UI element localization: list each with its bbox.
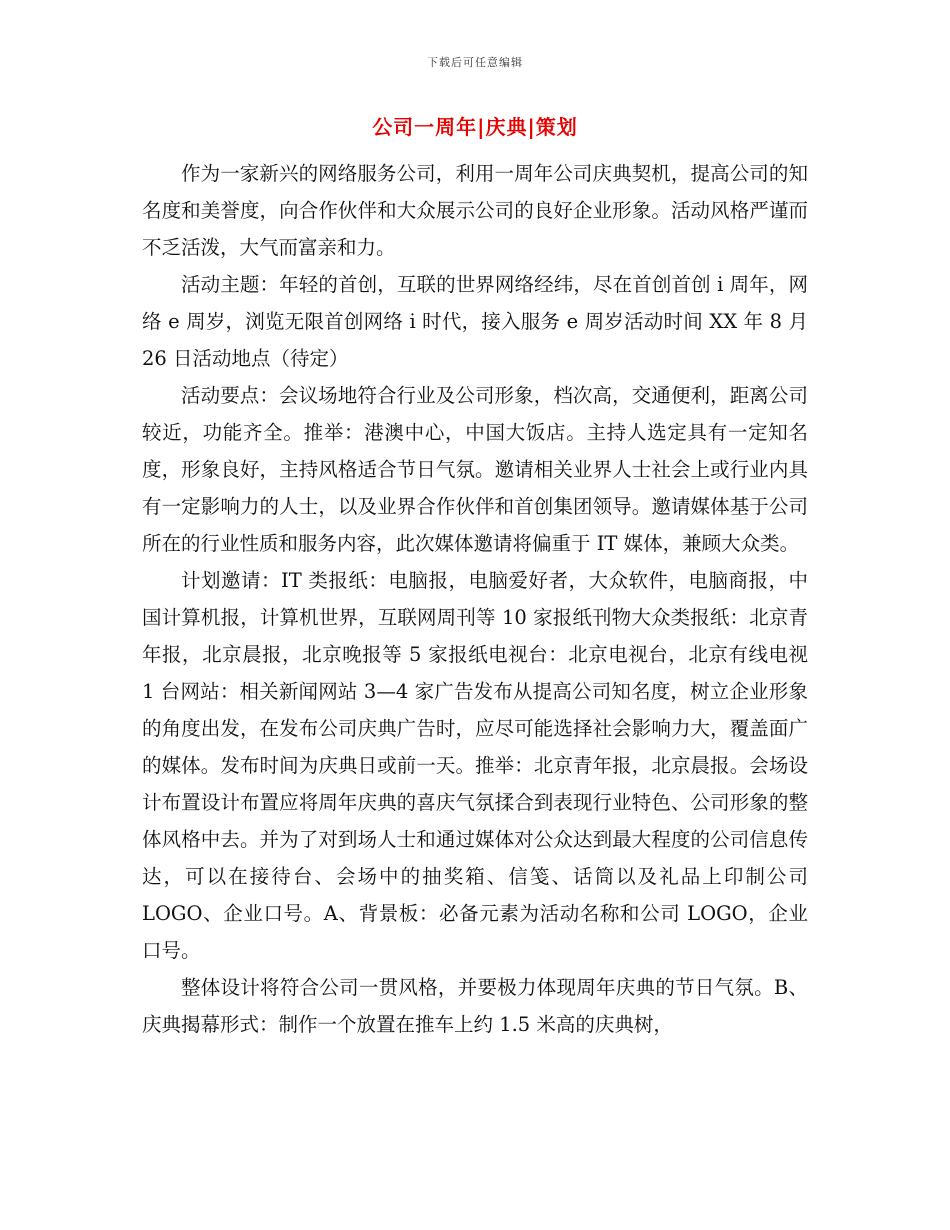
- document-body: [142, 155, 808, 1043]
- paragraph: 整体设计将符合公司一贯风格，并要极力体现周年庆典的节日气氛。B、庆典揭幕形式：制作一个放置在推车上约 1.5 米高的庆典树，: [142, 976, 808, 1036]
- paragraph: 计划邀请：IT 类报纸：电脑报，电脑爱好者，大众软件，电脑商报，中国计算机报，计算机世界，互联网周刊等 10 家报纸刊物大众类报纸：北京青年报，北京晨报，北京晚报等 5 家报纸电视台：北京电视台，北京有线电视 1 台网站：相关新闻网站 3—4 家广告发布从提高公司知名度，树立企业形象的角度出发，在发布公司庆典广告时，应尽可能选择社会影响力大，覆盖面广的媒体。发布时间为庆典日或前一天。推举：北京青年报，北京晨报。会场设计布置设计布置应将周年庆典的喜庆气氛揉合到表现行业特色、公司形象的整体风格中去。并为了对到场人士和通过媒体对公众达到最大程度的公司信息传达，可以在接待台、会场中的抽奖箱、信笺、话筒以及礼品上印制公司 LOGO、企业口号。A、背景板：必备元素为活动名称和公司 LOGO，企业口号。: [142, 569, 808, 962]
- paragraph: 活动要点：会议场地符合行业及公司形象，档次高，交通便利，距离公司较近，功能齐全。推举：港澳中心，中国大饭店。主持人选定具有一定知名度，形象良好，主持风格适合节日气氛。邀请相关业界人士社会上或行业内具有一定影响力的人士，以及业界合作伙伴和首创集团领导。邀请媒体基于公司所在的行业性质和服务内容，此次媒体邀请将偏重于 IT 媒体，兼顾大众类。: [142, 384, 808, 555]
- header-note: 下载后可任意编辑: [427, 56, 523, 69]
- paragraph: 活动主题：年轻的首创，互联的世界网络经纬，尽在首创首创 i 周年，网络 e 周岁，浏览无限首创网络 i 时代，接入服务 e 周岁活动时间 XX 年 8 月 26 日活动地点（待定）: [142, 273, 808, 370]
- document-title: 公司一周年|庆典|策划: [372, 115, 578, 139]
- paragraph: 作为一家新兴的网络服务公司，利用一周年公司庆典契机，提高公司的知名度和美誉度，向合作伙伴和大众展示公司的良好企业形象。活动风格严谨而不乏活泼，大气而富亲和力。: [142, 162, 808, 259]
